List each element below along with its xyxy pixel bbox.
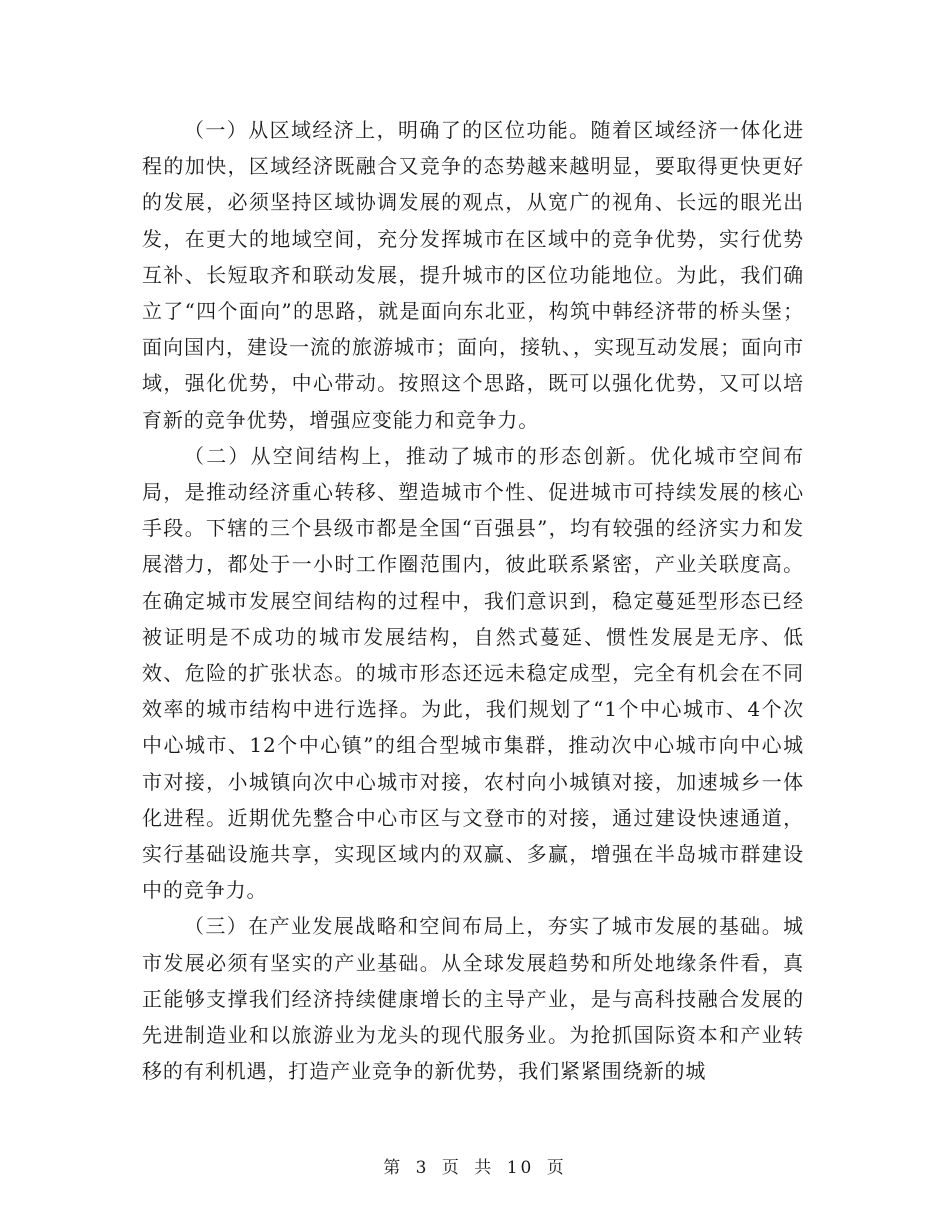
body-text (142, 112, 804, 1089)
page-number-footer: 第 3 页 共 10 页 (383, 1158, 567, 1178)
paragraph-regional-economy: （一）从区域经济上，明确了的区位功能。随着区域经济一体化进程的加快，区域经济既融合又竞争的态势越来越明显，要取得更快更好的发展，必须坚持区域协调发展的观点，从宽广的视角、长远的眼光出发，在更大的地域空间，充分发挥城市在区域中的竞争优势，实行优势互补、长短取齐和联动发展，提升城市的区位功能地位。为此，我们确立了“四个面向”的思路，就是面向东北亚，构筑中韩经济带的桥头堡；面向国内，建设一流的旅游城市；面向，接轨、，实现互动发展；面向市域，强化优势，中心带动。按照这个思路，既可以强化优势，又可以培育新的竞争优势，增强应变能力和竞争力。 (142, 118, 804, 432)
paragraph-spatial-structure: （二）从空间结构上，推动了城市的形态创新。优化城市空间布局，是推动经济重心转移、塑造城市个性、促进城市可持续发展的核心手段。下辖的三个县级市都是全国“百强县”，均有较强的经济实力和发展潜力，都处于一小时工作圈范围内，彼此联系紧密，产业关联度高。在确定城市发展空间结构的过程中，我们意识到，稳定蔓延型形态已经被证明是不成功的城市发展结构，自然式蔓延、惯性发展是无序、低效、危险的扩张状态。的城市形态还远未稳定成型，完全有机会在不同效率的城市结构中进行选择。为此，我们规划了“1个中心城市、4个次中心城市、12个中心镇”的组合型城市集群，推动次中心城市向中心城市对接，小城镇向次中心城市对接，农村向小城镇对接，加速城乡一体化进程。近期优先整合中心市区与文登市的对接，通过建设快速通道，实行基础设施共享，实现区域内的双赢、多赢，增强在半岛城市群建设中的竞争力。 (142, 443, 804, 903)
paragraph-industry-strategy: （三）在产业发展战略和空间布局上，夯实了城市发展的基础。城市发展必须有坚实的产业基础。从全球发展趋势和所处地缘条件看，真正能够支撑我们经济持续健康增长的主导产业，是与高科技融合发展的先进制造业和以旅游业为龙头的现代服务业。为抢抓国际资本和产业转移的有利机遇，打造产业竞争的新优势，我们紧紧围绕新的城 (142, 914, 804, 1084)
